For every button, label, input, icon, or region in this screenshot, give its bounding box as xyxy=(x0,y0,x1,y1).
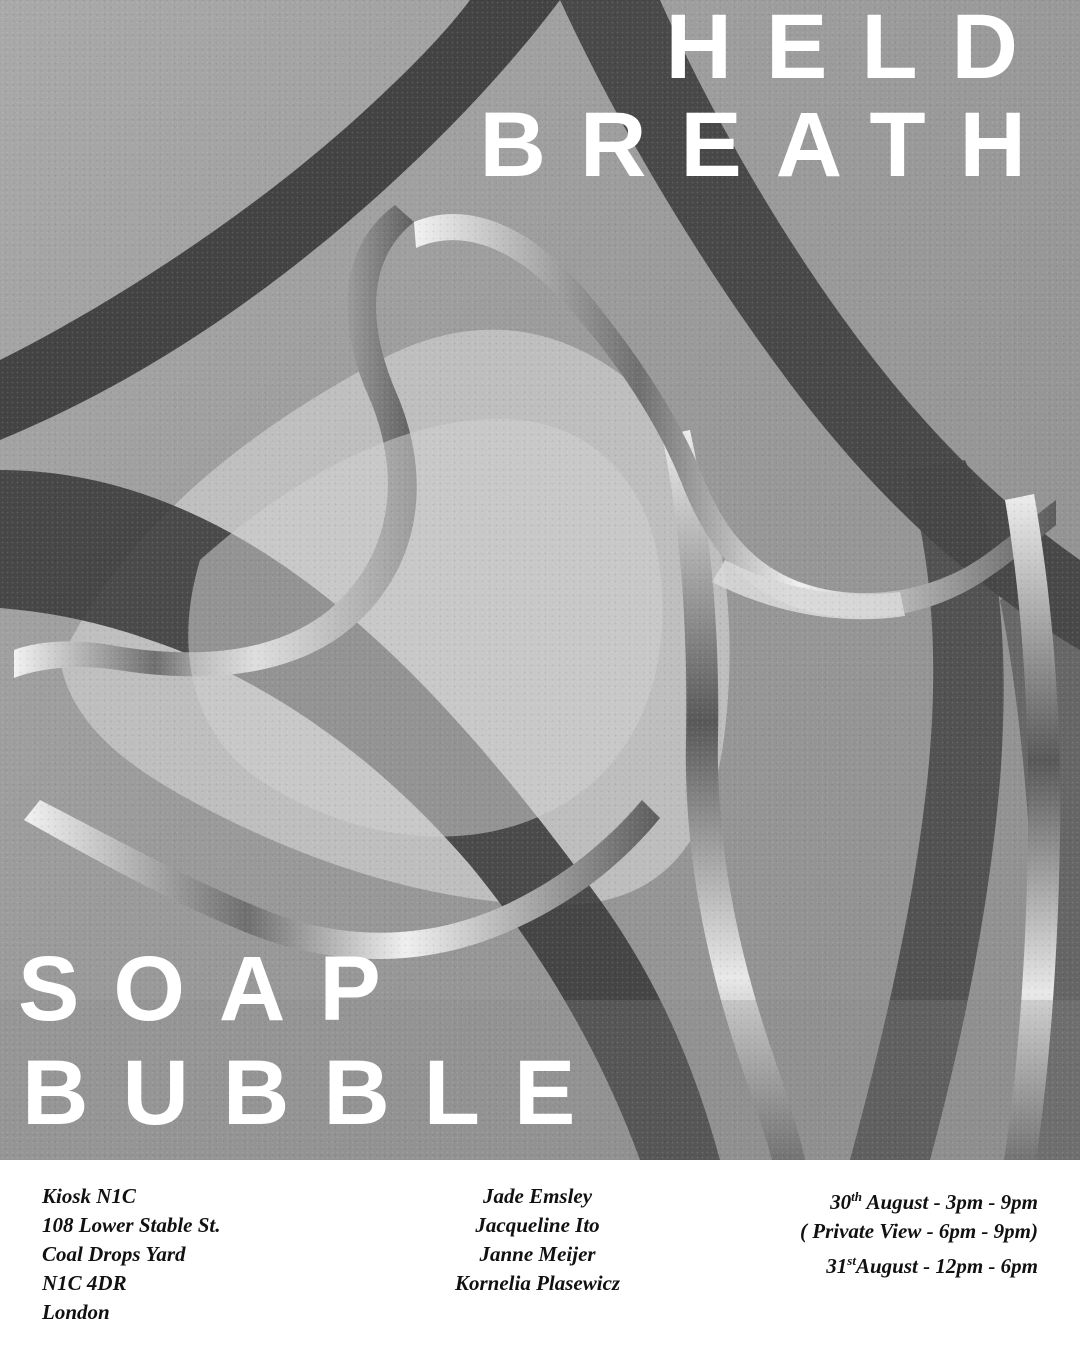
venue-line: Coal Drops Yard xyxy=(42,1242,186,1266)
date-day: 31 xyxy=(826,1254,848,1278)
date-line xyxy=(800,1182,1038,1217)
artist-name: Janne Meijer xyxy=(479,1242,596,1266)
venue-address-block xyxy=(42,1182,221,1327)
date-suffix: st xyxy=(847,1253,856,1268)
artist-list-block xyxy=(455,1182,620,1298)
artist-name: Jacqueline Ito xyxy=(475,1213,600,1237)
date-suffix: th xyxy=(851,1189,862,1204)
date-day: 30 xyxy=(830,1190,852,1214)
venue-line: 108 Lower Stable St. xyxy=(42,1213,221,1237)
artist-name: Jade Emsley xyxy=(483,1184,593,1208)
title-line-soap: SOAP xyxy=(18,938,415,1040)
artist-name: Kornelia Plasewicz xyxy=(455,1271,621,1295)
venue-line: N1C 4DR xyxy=(42,1271,127,1295)
venue-line: Kiosk N1C xyxy=(42,1184,136,1208)
date-rest: August - 12pm - 6pm xyxy=(855,1254,1038,1278)
date-rest: August - 3pm - 9pm xyxy=(862,1190,1038,1214)
title-line-breath: BREATH xyxy=(479,94,1060,196)
title-line-bubble: BUBBLE xyxy=(22,1042,610,1144)
venue-line: London xyxy=(42,1300,110,1324)
poster-footer xyxy=(0,1160,1080,1350)
date-line xyxy=(800,1246,1038,1281)
dates-block xyxy=(800,1182,1038,1281)
title-line-held: HELD xyxy=(665,0,1052,98)
private-view-line: ( Private View - 6pm - 9pm) xyxy=(800,1219,1038,1243)
